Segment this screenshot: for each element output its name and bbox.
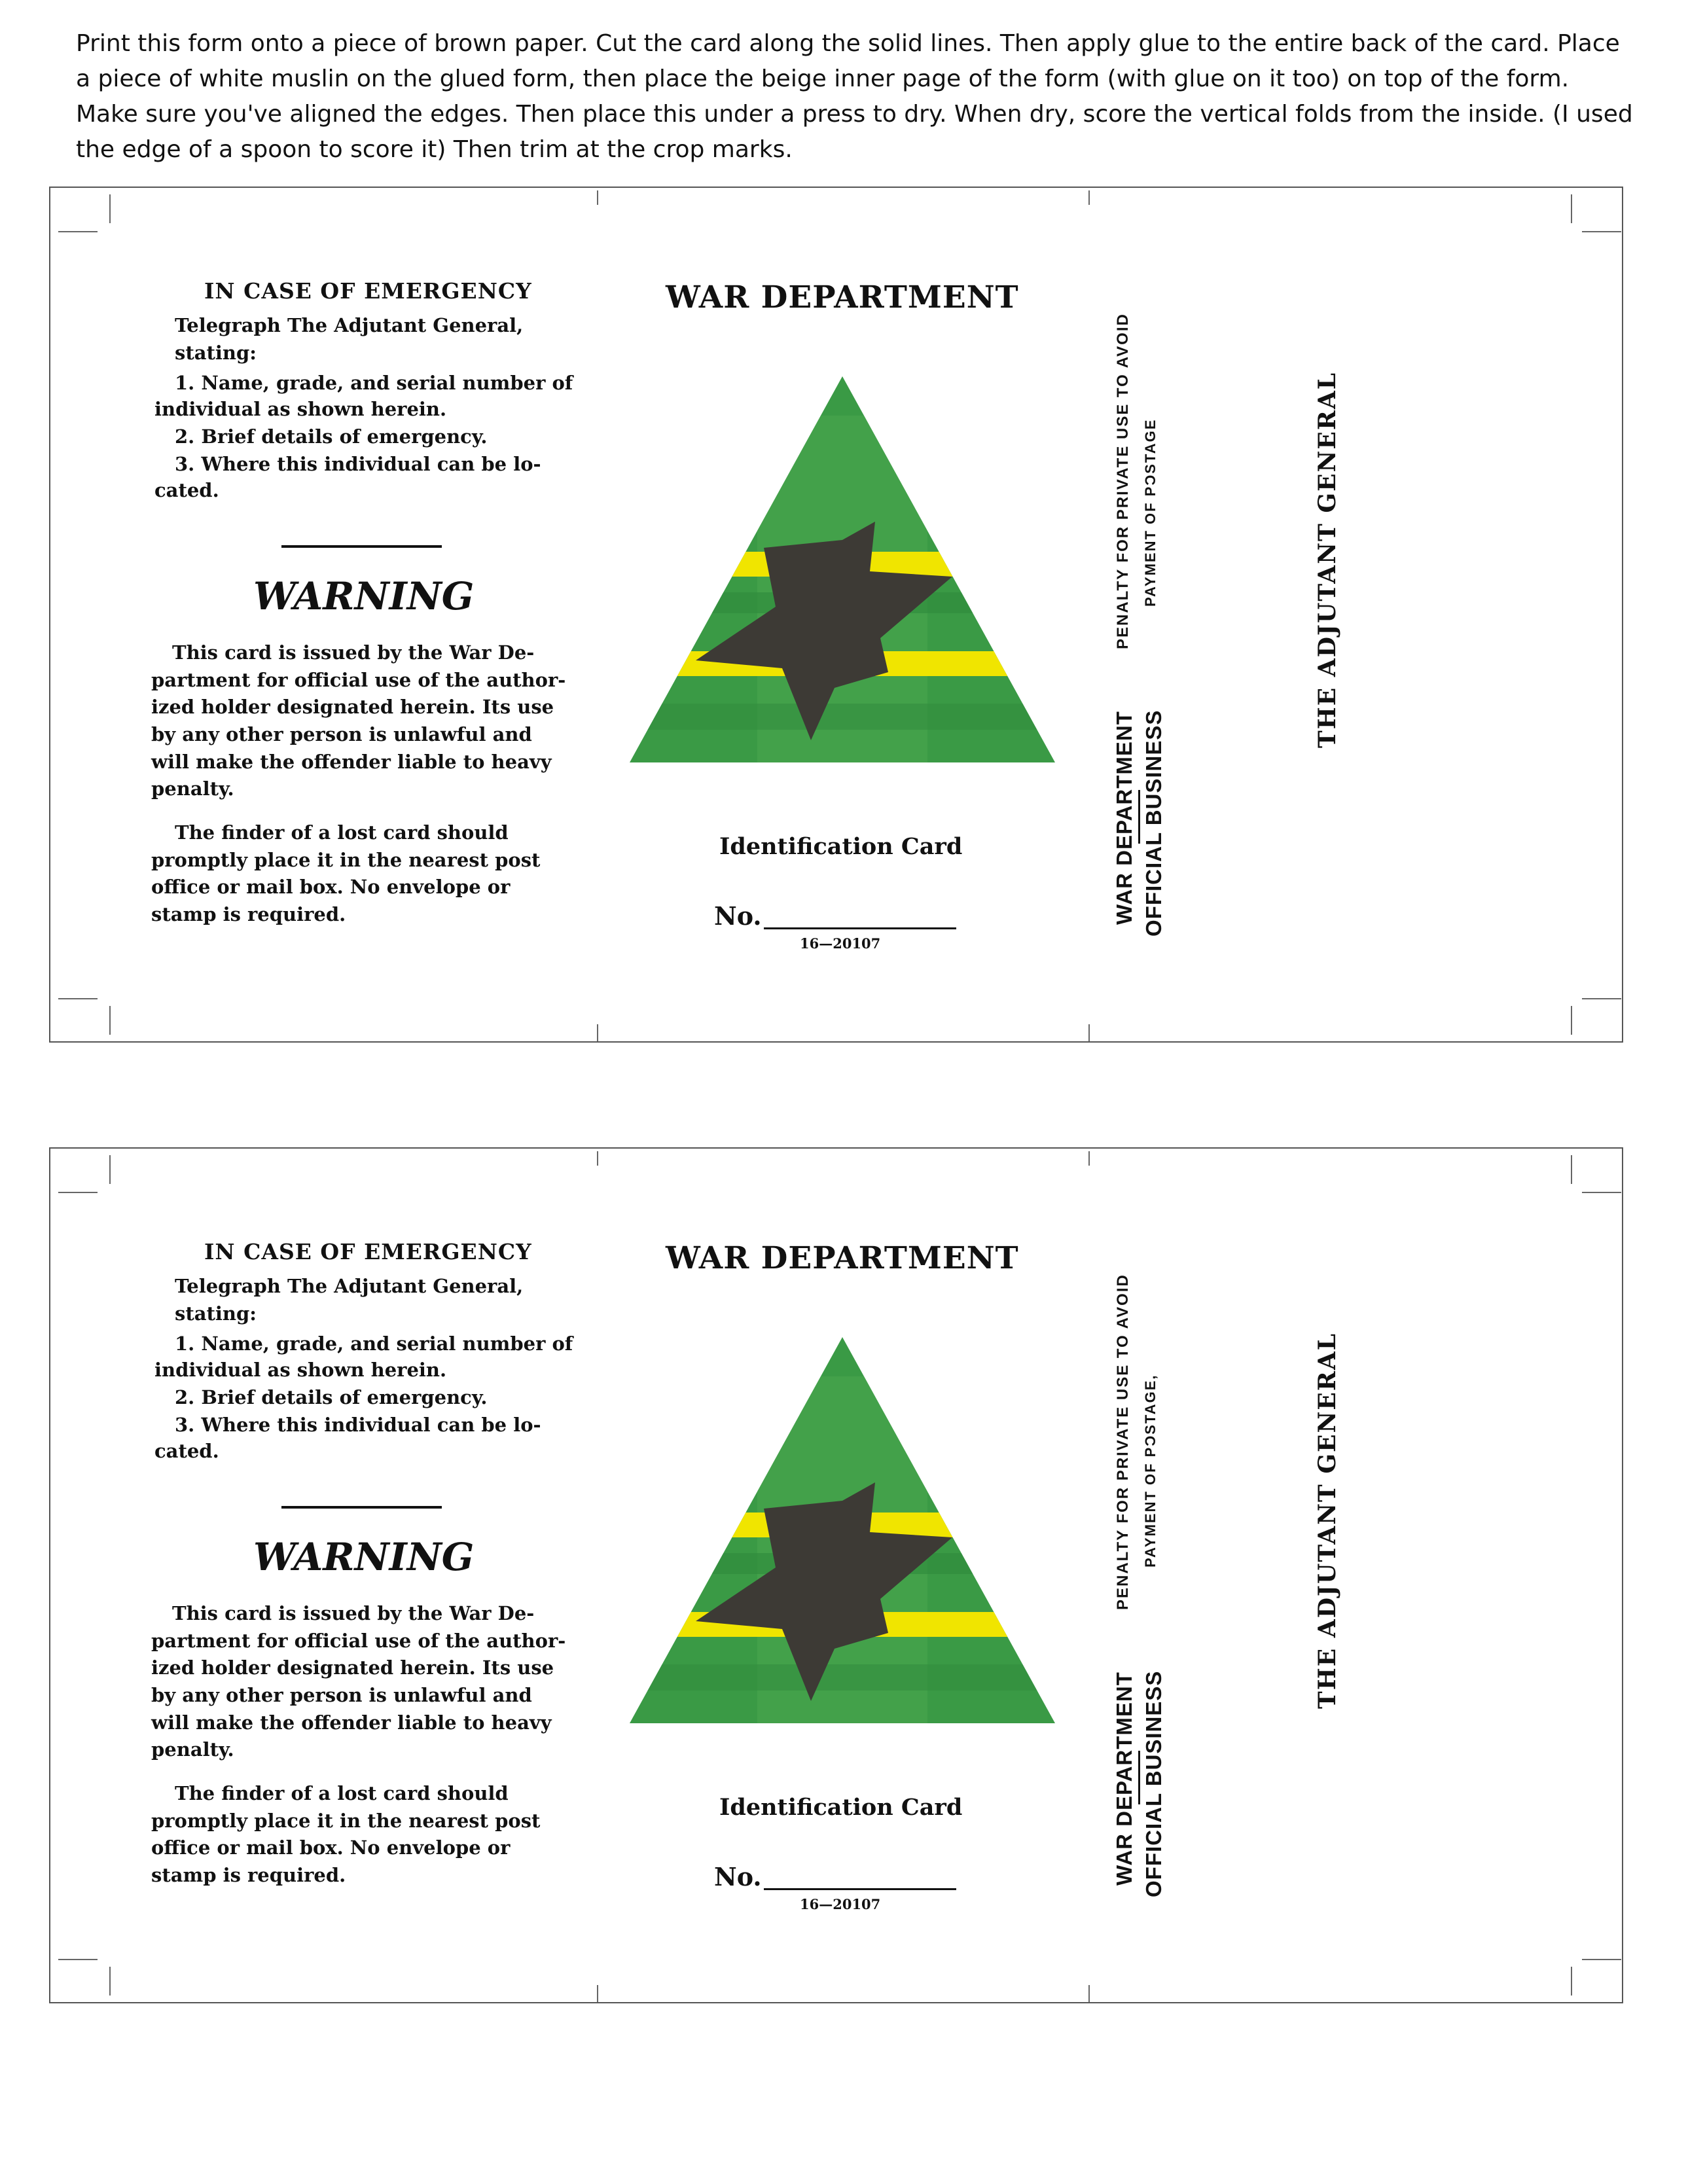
finder-line: The finder of a lost card should: [175, 821, 509, 844]
finder-line: promptly place it in the nearest post: [151, 849, 541, 871]
fold-mark: [597, 190, 598, 205]
warning-line: will make the offender liable to heavy: [151, 1711, 552, 1734]
form-number: 16—20107: [800, 1896, 881, 1912]
crop-mark: [58, 231, 98, 232]
addressee: THE ADJUTANT GENERAL: [1314, 371, 1341, 748]
fold-mark: [1088, 1985, 1090, 2002]
emergency-line: cated.: [154, 1440, 219, 1462]
number-field-line: [764, 1888, 956, 1890]
warning-line: will make the offender liable to heavy: [151, 751, 552, 773]
warning-line: by any other person is unlawful and: [151, 1684, 532, 1706]
crop-mark: [1582, 1192, 1621, 1193]
crop-mark: [1571, 1155, 1572, 1184]
penalty-text: PENALTY FOR PRIVATE USE TO AVOID: [1114, 1274, 1132, 1610]
department-title: WAR DEPARTMENT: [666, 279, 1019, 315]
warning-line: penalty.: [151, 778, 234, 800]
warning-line: ized holder designated herein. Its use: [151, 1656, 554, 1679]
fold-mark: [1088, 1151, 1090, 1166]
emergency-line: Telegraph The Adjutant General,: [175, 1275, 524, 1297]
emergency-line: individual as shown herein.: [154, 1359, 447, 1381]
crop-mark: [109, 1155, 111, 1184]
franking-department: WAR DEPARTMENT: [1112, 1672, 1136, 1886]
number-field-line: [764, 927, 956, 929]
emergency-line: cated.: [154, 479, 219, 501]
addressee: THE ADJUTANT GENERAL: [1314, 1332, 1341, 1709]
warning-line: penalty.: [151, 1738, 234, 1761]
instructions-text: Print this form onto a piece of brown paper. Cut the card along the solid lines. Then apply glue to the entire back of the card. Place a piece of white muslin on the glued form, then place the beige inner page of the form (with glue on it too) on top of the form. Make sure you've aligned the edges. Then place this under a press to dry. When dry, score the vertical folds from the inside. (I used the edge of a spoon to score it) Then trim at the crop marks.: [76, 30, 1633, 163]
warning-line: partment for official use of the author-: [151, 669, 566, 691]
warning-title: WARNING: [253, 1535, 475, 1579]
card-title: Identification Card: [719, 1794, 963, 1821]
fold-mark: [1088, 1024, 1090, 1041]
fold-mark: [597, 1151, 598, 1166]
crop-mark: [1571, 194, 1572, 223]
number-label: No.: [714, 1862, 762, 1891]
franking-rule: [1138, 790, 1140, 844]
official-business: OFFICIAL BUSINESS: [1141, 709, 1166, 937]
card-title: Identification Card: [719, 833, 963, 860]
penalty-text: PAYMENT OF PƆSTAGE: [1142, 418, 1158, 607]
warning-line: This card is issued by the War De-: [172, 641, 535, 664]
crop-mark: [1571, 1967, 1572, 1996]
penalty-text: PAYMENT OF PƆSTAGE,: [1142, 1374, 1158, 1567]
divider-rule: [281, 1506, 442, 1509]
emergency-line: 2. Brief details of emergency.: [175, 1386, 488, 1408]
number-label: No.: [714, 901, 762, 931]
crop-mark: [58, 1959, 98, 1960]
finder-line: The finder of a lost card should: [175, 1782, 509, 1804]
emergency-line: stating:: [175, 1302, 257, 1325]
finder-line: office or mail box. No envelope or: [151, 876, 511, 898]
finder-line: office or mail box. No envelope or: [151, 1836, 511, 1859]
emergency-line: Telegraph The Adjutant General,: [175, 314, 524, 336]
crop-mark: [109, 1967, 111, 1996]
warning-line: ized holder designated herein. Its use: [151, 696, 554, 718]
divider-rule: [281, 545, 442, 548]
department-title: WAR DEPARTMENT: [666, 1240, 1019, 1276]
penalty-text: PENALTY FOR PRIVATE USE TO AVOID: [1114, 313, 1132, 649]
warning-line: by any other person is unlawful and: [151, 723, 532, 745]
fold-mark: [597, 1985, 598, 2002]
crop-mark: [1571, 1006, 1572, 1035]
finder-line: promptly place it in the nearest post: [151, 1810, 541, 1832]
crop-mark: [1582, 231, 1621, 232]
crop-mark: [109, 194, 111, 223]
warning-line: partment for official use of the author-: [151, 1630, 566, 1652]
emergency-line: 1. Name, grade, and serial number of: [175, 372, 573, 394]
emergency-line: 2. Brief details of emergency.: [175, 425, 488, 448]
triangle-star-emblem: [626, 376, 1058, 769]
crop-mark: [58, 998, 98, 999]
finder-line: stamp is required.: [151, 903, 346, 925]
emergency-title: IN CASE OF EMERGENCY: [204, 278, 532, 304]
emergency-line: 3. Where this individual can be lo-: [175, 1414, 541, 1436]
emergency-line: 3. Where this individual can be lo-: [175, 453, 541, 475]
triangle-star-emblem: [626, 1337, 1058, 1730]
franking-rule: [1138, 1751, 1140, 1804]
emergency-line: stating:: [175, 342, 257, 364]
fold-mark: [1088, 190, 1090, 205]
crop-mark: [109, 1006, 111, 1035]
emergency-line: individual as shown herein.: [154, 398, 447, 420]
official-business: OFFICIAL BUSINESS: [1141, 1670, 1166, 1897]
emergency-title: IN CASE OF EMERGENCY: [204, 1239, 532, 1264]
crop-mark: [1582, 1959, 1621, 1960]
franking-department: WAR DEPARTMENT: [1112, 711, 1136, 925]
id-card-form: [49, 1147, 1623, 2003]
warning-line: This card is issued by the War De-: [172, 1602, 535, 1624]
form-number: 16—20107: [800, 935, 881, 952]
warning-title: WARNING: [253, 574, 475, 618]
crop-mark: [1582, 998, 1621, 999]
id-card-form: [49, 187, 1623, 1043]
emergency-line: 1. Name, grade, and serial number of: [175, 1333, 573, 1355]
crop-mark: [58, 1192, 98, 1193]
fold-mark: [597, 1024, 598, 1041]
finder-line: stamp is required.: [151, 1864, 346, 1886]
